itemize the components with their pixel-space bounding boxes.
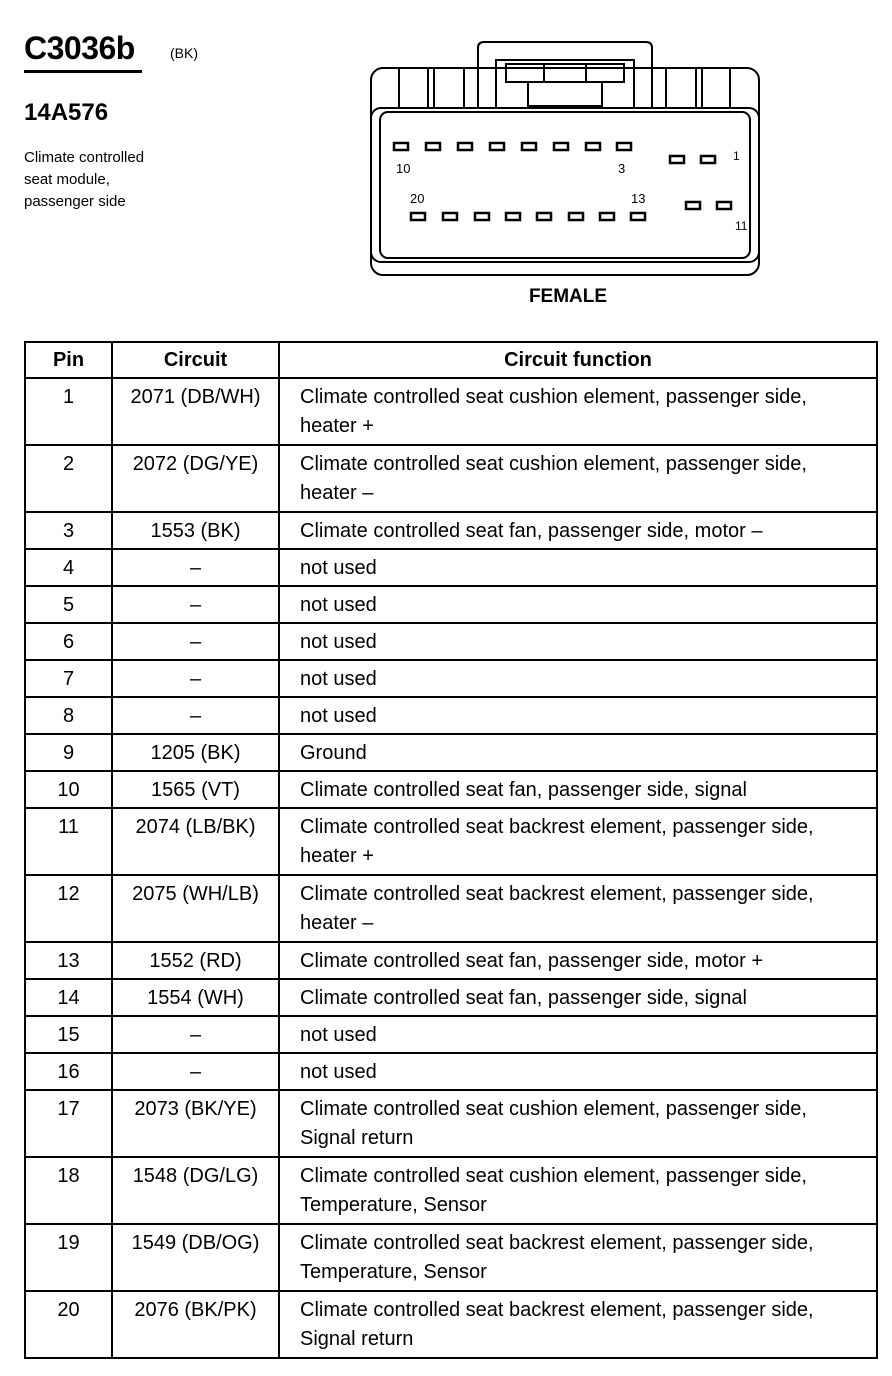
table-row xyxy=(25,771,877,808)
pin-cell: 11 xyxy=(25,808,112,875)
circuit-cell: – xyxy=(112,623,279,660)
circuit-cell: 1549 (DB/OG) xyxy=(112,1224,279,1291)
table-row xyxy=(25,586,877,623)
function-cell: Climate controlled seat fan, passenger side, motor + xyxy=(279,942,877,979)
table-row xyxy=(25,697,877,734)
circuit-cell: 1205 (BK) xyxy=(112,734,279,771)
connector-view-label: FEMALE xyxy=(528,286,608,307)
function-cell: Climate controlled seat fan, passenger side, motor – xyxy=(279,512,877,549)
pin-cell: 13 xyxy=(25,942,112,979)
table-row xyxy=(25,660,877,697)
function-cell: not used xyxy=(279,1053,877,1090)
function-cell: not used xyxy=(279,660,877,697)
pin-cell: 14 xyxy=(25,979,112,1016)
circuit-cell: 1552 (RD) xyxy=(112,942,279,979)
pin-cell: 10 xyxy=(25,771,112,808)
table-row xyxy=(25,808,877,875)
function-cell: Climate controlled seat cushion element, passenger side, Signal return xyxy=(279,1090,877,1157)
table-row xyxy=(25,1224,877,1291)
function-cell: Climate controlled seat fan, passenger side, signal xyxy=(279,771,877,808)
function-cell: not used xyxy=(279,623,877,660)
pin-cell: 8 xyxy=(25,697,112,734)
function-cell: Climate controlled seat backrest element, passenger side, heater – xyxy=(279,875,877,942)
header-circuit: Circuit xyxy=(112,342,279,378)
circuit-cell: – xyxy=(112,697,279,734)
latch-window xyxy=(506,64,624,82)
pin-cell: 5 xyxy=(25,586,112,623)
connector-code-underline xyxy=(24,70,142,73)
function-cell: Climate controlled seat cushion element, passenger side, heater – xyxy=(279,445,877,512)
function-cell: not used xyxy=(279,1016,877,1053)
pin-cell: 9 xyxy=(25,734,112,771)
connector-description: Climate controlled seat module, passenger side xyxy=(24,149,145,210)
circuit-cell: 1548 (DG/LG) xyxy=(112,1157,279,1224)
pin-label-11: 11 xyxy=(735,219,748,233)
pin-cell: 17 xyxy=(25,1090,112,1157)
table-row xyxy=(25,623,877,660)
function-cell: Climate controlled seat fan, passenger side, signal xyxy=(279,979,877,1016)
circuit-cell: 2073 (BK/YE) xyxy=(112,1090,279,1157)
table-header-row xyxy=(25,342,877,378)
pin-label-3: 3 xyxy=(618,161,626,176)
circuit-cell: 1565 (VT) xyxy=(112,771,279,808)
pinout-table xyxy=(24,341,878,1359)
pin-cell: 19 xyxy=(25,1224,112,1291)
circuit-cell: – xyxy=(112,1053,279,1090)
part-number: 14A576 xyxy=(24,99,109,126)
pin-cell: 15 xyxy=(25,1016,112,1053)
table-row xyxy=(25,1157,877,1224)
table-row xyxy=(25,979,877,1016)
header-pin: Pin xyxy=(25,342,112,378)
pin-cell: 4 xyxy=(25,549,112,586)
pin-label-10: 10 xyxy=(396,161,411,176)
pin-label-20: 20 xyxy=(410,191,425,206)
pin-cell: 7 xyxy=(25,660,112,697)
function-cell: Climate controlled seat backrest element, passenger side, Signal return xyxy=(279,1291,877,1358)
connector-face xyxy=(371,108,759,262)
latch-outline xyxy=(478,42,652,108)
table-row xyxy=(25,445,877,512)
pin-label-13: 13 xyxy=(631,191,646,206)
function-cell: not used xyxy=(279,586,877,623)
pin-cell: 2 xyxy=(25,445,112,512)
connector-code: C3036b xyxy=(24,30,135,66)
circuit-cell: 1554 (WH) xyxy=(112,979,279,1016)
housing-outline xyxy=(371,68,759,275)
table-row xyxy=(25,549,877,586)
table-row xyxy=(25,875,877,942)
table-row xyxy=(25,378,877,445)
circuit-cell: 2071 (DB/WH) xyxy=(112,378,279,445)
function-cell: Climate controlled seat backrest element, passenger side, Temperature, Sensor xyxy=(279,1224,877,1291)
pin-cell: 3 xyxy=(25,512,112,549)
pin-cell: 18 xyxy=(25,1157,112,1224)
circuit-cell: – xyxy=(112,1016,279,1053)
function-cell: Climate controlled seat cushion element, passenger side, heater + xyxy=(279,378,877,445)
function-cell: Climate controlled seat cushion element, passenger side, Temperature, Sensor xyxy=(279,1157,877,1224)
table-row xyxy=(25,734,877,771)
circuit-cell: 2076 (BK/PK) xyxy=(112,1291,279,1358)
function-cell: not used xyxy=(279,549,877,586)
circuit-cell: – xyxy=(112,549,279,586)
header-circuit-function: Circuit function xyxy=(279,342,877,378)
circuit-cell: – xyxy=(112,586,279,623)
table-row xyxy=(25,1090,877,1157)
table-row xyxy=(25,512,877,549)
function-cell: not used xyxy=(279,697,877,734)
latch-tab xyxy=(528,82,602,106)
pin-cell: 6 xyxy=(25,623,112,660)
pin-cell: 20 xyxy=(25,1291,112,1358)
circuit-cell: – xyxy=(112,660,279,697)
circuit-cell: 2074 (LB/BK) xyxy=(112,808,279,875)
function-cell: Ground xyxy=(279,734,877,771)
pin-cell: 12 xyxy=(25,875,112,942)
pin-cell: 16 xyxy=(25,1053,112,1090)
circuit-cell: 2075 (WH/LB) xyxy=(112,875,279,942)
connector-face-diagram xyxy=(366,38,766,280)
table-row xyxy=(25,1053,877,1090)
circuit-cell: 2072 (DG/YE) xyxy=(112,445,279,512)
pin-cell: 1 xyxy=(25,378,112,445)
table-row xyxy=(25,1016,877,1053)
function-cell: Climate controlled seat backrest element, passenger side, heater + xyxy=(279,808,877,875)
table-row xyxy=(25,1291,877,1358)
table-row xyxy=(25,942,877,979)
pin-label-1: 1 xyxy=(733,149,740,163)
circuit-cell: 1553 (BK) xyxy=(112,512,279,549)
connector-color: (BK) xyxy=(170,45,198,61)
